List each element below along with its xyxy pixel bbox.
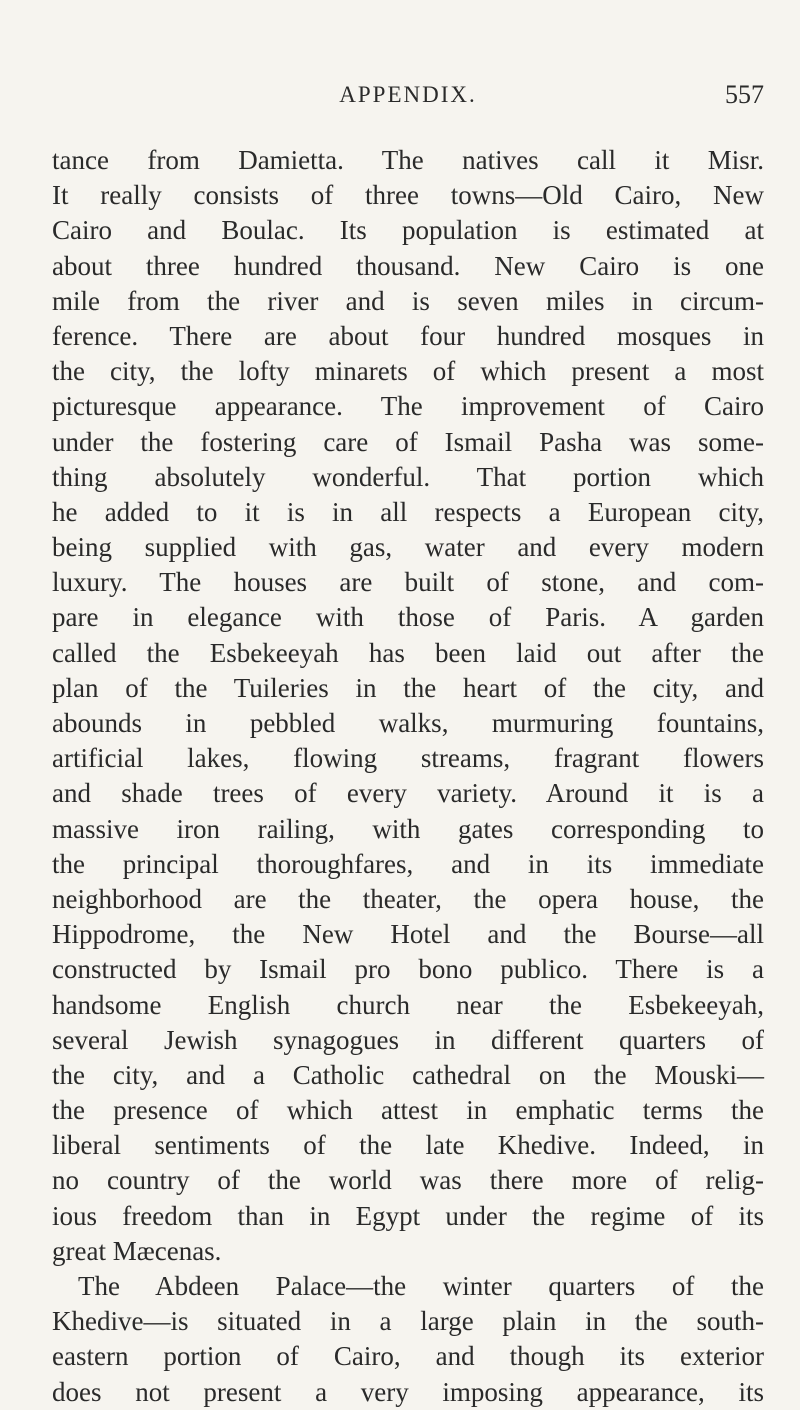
text-line: the principal thoroughfares, and in its immediate	[52, 848, 764, 879]
text-line: the city, and a Catholic cathedral on the Mouski—	[52, 1059, 764, 1090]
text-line: being supplied with gas, water and every modern	[52, 532, 764, 563]
text-line: ious freedom than in Egypt under the regime of its	[52, 1200, 764, 1231]
text-line: massive iron railing, with gates corresponding to	[52, 813, 764, 844]
text-line: and shade trees of every variety. Around it is a	[52, 778, 764, 809]
text-line: mile from the river and is seven miles in circum-	[52, 285, 764, 316]
page-number: 557	[725, 80, 764, 109]
text-line: liberal sentiments of the late Khedive. Indeed, in	[52, 1130, 764, 1161]
text-line: thing absolutely wonderful. That portion which	[52, 461, 764, 492]
text-line: abounds in pebbled walks, murmuring fountains,	[52, 708, 764, 738]
text-line: eastern portion of Cairo, and though its exterior	[52, 1341, 764, 1372]
text-line: the city, the lofty minarets of which present a most	[52, 356, 764, 387]
running-title: APPENDIX.	[339, 82, 477, 107]
text-line: Khedive—is situated in a large plain in the south-	[52, 1306, 764, 1337]
text-line: handsome English church near the Esbekeeyah,	[52, 989, 764, 1020]
text-line: no country of the world was there more of relig-	[52, 1165, 764, 1196]
text-line: The Abdeen Palace—the winter quarters of the	[78, 1271, 764, 1301]
text-line: about three hundred thousand. New Cairo is one	[52, 250, 764, 281]
text-line: constructed by Ismail pro bono publico. There is a	[52, 954, 764, 985]
text-line: artificial lakes, flowing streams, fragrant flowers	[52, 743, 764, 774]
text-line: tance from Damietta. The natives call it Misr.	[52, 145, 764, 175]
text-line: called the Esbekeeyah has been laid out after the	[52, 637, 764, 668]
text-line: Cairo and Boulac. Its population is estimated at	[52, 215, 764, 246]
running-head	[52, 80, 764, 120]
text-line: Hippodrome, the New Hotel and the Bourse—all	[52, 919, 764, 950]
text-line: neighborhood are the theater, the opera house, the	[52, 883, 764, 914]
text-line: under the fostering care of Ismail Pasha was some-	[52, 426, 764, 457]
text-line: the presence of which attest in emphatic terms the	[52, 1095, 764, 1126]
text-line: great Mæcenas.	[52, 1235, 222, 1266]
text-line: plan of the Tuileries in the heart of the city, and	[52, 672, 764, 703]
text-line: he added to it is in all respects a European city,	[52, 496, 764, 527]
text-line: picturesque appearance. The improvement of Cairo	[52, 391, 764, 422]
text-line: several Jewish synagogues in different quarters of	[52, 1024, 764, 1055]
text-line: pare in elegance with those of Paris. A garden	[52, 602, 764, 633]
text-line: It really consists of three towns—Old Cairo, New	[52, 180, 764, 211]
text-line: luxury. The houses are built of stone, and com-	[52, 567, 764, 598]
text-line: does not present a very imposing appearance, its	[52, 1376, 764, 1407]
text-line: ference. There are about four hundred mosques in	[52, 320, 764, 351]
body-text	[52, 143, 764, 1410]
